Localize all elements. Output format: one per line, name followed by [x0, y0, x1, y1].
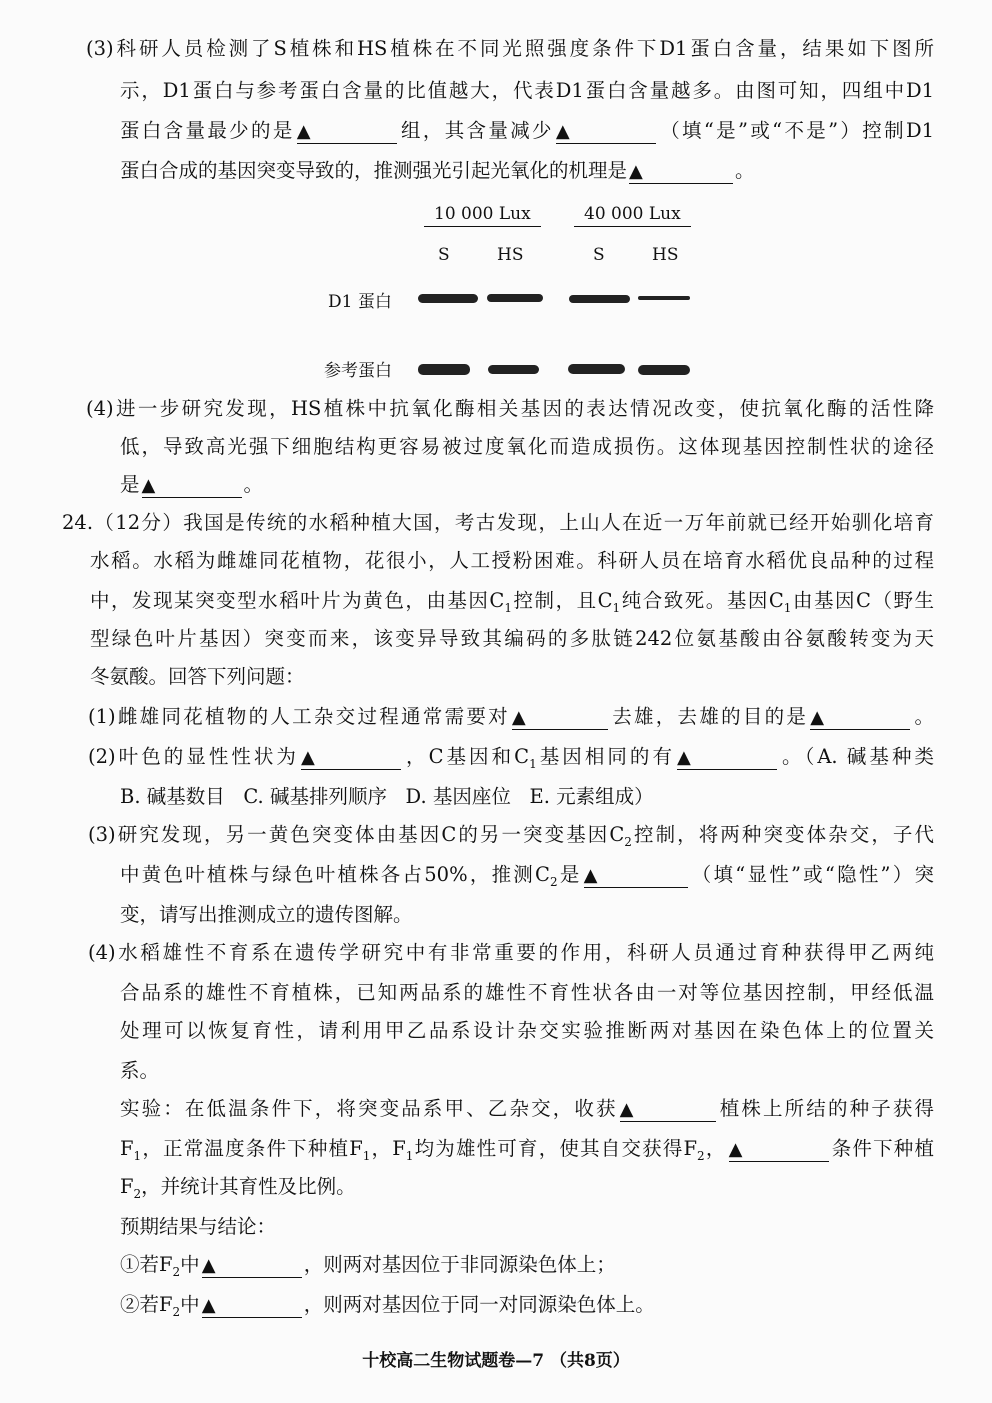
q24-part4-line3	[120, 1016, 934, 1046]
text: 示，D1蛋白与参考蛋白含量的比值越大，代表D1蛋白含量越多。由图可知，四组中D1	[120, 79, 934, 102]
experiment-line3	[120, 1172, 934, 1209]
text: ，则两对基因位于同一对同源染色体上。	[303, 1293, 655, 1316]
text: F	[120, 1137, 134, 1160]
subscript: 2	[172, 1304, 181, 1319]
triangle-icon: ▲	[583, 865, 598, 886]
text: ，F	[370, 1137, 406, 1160]
triangle-icon: ▲	[629, 161, 643, 182]
text: 。	[912, 705, 934, 728]
row-label-reference: 参考蛋白	[324, 361, 392, 381]
text: (1)雌雄同花植物的人工杂交过程通常需要对	[88, 705, 510, 728]
light-label-40000	[574, 204, 691, 224]
page-footer: 十校高二生物试题卷—7 （共8页）	[362, 1351, 630, 1371]
q24-intro4	[90, 624, 934, 654]
q24-intro1	[62, 508, 934, 538]
answer-blank[interactable]	[584, 864, 688, 888]
triangle-icon: ▲	[511, 707, 526, 728]
q24-part3-line3	[120, 900, 934, 930]
answer-blank[interactable]	[202, 1294, 302, 1318]
text: 控制，且C	[512, 589, 613, 612]
text: B. 碱基数目 C. 碱基排列顺序 D. 基因座位 E. 元素组成）	[120, 785, 654, 808]
answer-blank[interactable]	[677, 746, 777, 770]
triangle-icon: ▲	[619, 1099, 634, 1120]
subscript: 2	[624, 834, 632, 849]
text: F	[120, 1175, 134, 1198]
text: ，并统计其育性及比例。	[141, 1175, 356, 1198]
subscript: 1	[362, 1148, 371, 1163]
text: 处理可以恢复育性，请利用甲乙品系设计杂交实验推断两对基因在染色体上的位置关	[120, 1019, 934, 1042]
q24-part4-line4	[120, 1056, 934, 1086]
answer-blank[interactable]	[729, 1138, 829, 1162]
subscript: 1	[504, 600, 512, 615]
text: 由基因C（野生	[791, 589, 935, 612]
answer-blank[interactable]	[142, 474, 242, 498]
subscript: 2	[172, 1264, 181, 1279]
text: （填“显性”或“隐性”）突	[689, 863, 934, 886]
q24-part2-options	[120, 782, 934, 812]
q23-3-line1	[86, 34, 934, 64]
text: 是	[557, 863, 582, 886]
triangle-icon: ▲	[201, 1295, 216, 1316]
text: 冬氨酸。回答下列问题：	[90, 665, 305, 688]
text: 水稻。水稻为雌雄同花植物，花很小，人工授粉困难。科研人员在培育水稻优良品种的过程	[90, 549, 934, 572]
text: 合品系的雄性不育植株，已知两品系的雄性不育性状各由一对等位基因控制，甲经低温	[120, 981, 934, 1004]
text: 10 000 Lux	[424, 204, 541, 227]
text: 纯合致死。基因C	[620, 589, 784, 612]
text: 系。	[120, 1059, 160, 1082]
text: ，则两对基因位于非同源染色体上；	[303, 1253, 616, 1276]
q23-3-line3	[120, 116, 934, 146]
light-label-10000	[424, 204, 541, 224]
subscript: 2	[697, 1148, 705, 1163]
answer-blank[interactable]	[556, 120, 656, 144]
q24-part1	[88, 702, 934, 732]
lane-label: S	[438, 245, 450, 265]
result-1	[120, 1250, 934, 1287]
reference-band	[488, 365, 539, 374]
triangle-icon: ▲	[728, 1139, 743, 1160]
text: ，C基因和C	[402, 745, 530, 768]
text: 条件下种植	[830, 1137, 934, 1160]
text: 。	[243, 473, 264, 496]
text: 实验：在低温条件下，将突变品系甲、乙杂交，收获	[120, 1097, 618, 1120]
experiment-line2	[120, 1134, 934, 1171]
text: 低，导致高光强下细胞结构更容易被过度氧化而造成损伤。这体现基因控制性状的途径	[120, 435, 934, 458]
answer-blank[interactable]	[202, 1254, 302, 1278]
subscript: 2	[549, 874, 558, 889]
q24-part2	[88, 742, 934, 779]
lane-label: HS	[497, 245, 524, 265]
subscript: 2	[133, 1186, 142, 1201]
text: 中	[180, 1293, 200, 1316]
reference-band	[568, 364, 625, 374]
subscript: 1	[133, 1148, 142, 1163]
q23-3-line2	[120, 76, 934, 106]
q24-part3-line2	[120, 860, 934, 897]
q24-part4-line2	[120, 978, 934, 1008]
triangle-icon: ▲	[300, 747, 315, 768]
text: 去雄，去雄的目的是	[609, 705, 809, 728]
triangle-icon: ▲	[810, 707, 825, 728]
d1-band	[418, 294, 478, 303]
text: 蛋白含量最少的是	[120, 119, 295, 142]
reference-band	[638, 365, 690, 375]
d1-band	[487, 294, 543, 302]
text: ，正常温度条件下种植F	[141, 1137, 363, 1160]
q23-4-line2	[120, 432, 934, 462]
lane-label: S	[593, 245, 605, 265]
text: （填“是”或“不是”）控制D1	[657, 119, 934, 142]
answer-blank[interactable]	[512, 706, 608, 730]
text: (2)叶色的显性性状为	[88, 745, 299, 768]
triangle-icon: ▲	[676, 747, 691, 768]
text: (3)科研人员检测了S植株和HS植株在不同光照强度条件下D1蛋白含量，结果如下图所	[86, 37, 934, 60]
answer-blank[interactable]	[297, 120, 397, 144]
lane-label: HS	[652, 245, 679, 265]
text: 变，请写出推测成立的遗传图解。	[120, 903, 413, 926]
text: 。	[735, 159, 755, 182]
text: 中黄色叶植株与绿色叶植株各占50%，推测C	[120, 863, 550, 886]
answer-blank[interactable]	[301, 746, 401, 770]
result-2	[120, 1290, 934, 1327]
row-label-d1: D1 蛋白	[328, 292, 392, 312]
triangle-icon: ▲	[141, 475, 156, 496]
subscript: 1	[405, 1148, 414, 1163]
text: 蛋白合成的基因突变导致的，推测强光引起光氧化的机理是	[120, 159, 628, 182]
text: ①若F	[120, 1253, 173, 1276]
text: ②若F	[120, 1293, 173, 1316]
triangle-icon: ▲	[201, 1255, 216, 1276]
text: 中，发现某突变型水稻叶片为黄色，由基因C	[90, 589, 505, 612]
q23-3-line4	[120, 156, 934, 186]
subscript: 1	[783, 600, 792, 615]
text: (4)进一步研究发现，HS植株中抗氧化酶相关基因的表达情况改变，使抗氧化酶的活性降	[86, 397, 934, 420]
text: 中	[180, 1253, 200, 1276]
text: 预期结果与结论：	[120, 1215, 277, 1238]
result-title	[120, 1212, 934, 1242]
text: 40 000 Lux	[574, 204, 691, 227]
text: 均为雄性可育，使其自交获得F	[413, 1137, 698, 1160]
q23-4-line3	[120, 470, 934, 500]
q24-part4-line1	[88, 938, 934, 968]
text: 基因相同的有	[536, 745, 675, 768]
text: 型绿色叶片基因）突变而来，该变异导致其编码的多肽链242位氨基酸由谷氨酸转变为天	[90, 627, 934, 650]
q24-intro3	[90, 586, 934, 623]
q23-4-line1	[86, 394, 934, 424]
text: 24.（12分）我国是传统的水稻种植大国，考古发现，上山人在近一万年前就已经开始驯化培育	[62, 511, 934, 534]
q24-intro5	[90, 662, 934, 692]
text: ，	[704, 1137, 727, 1160]
q24-intro2	[90, 546, 934, 576]
q24-part3-line1	[88, 820, 934, 857]
triangle-icon: ▲	[296, 121, 311, 142]
text: 。（A. 碱基种类	[778, 745, 934, 768]
text: 控制，将两种突变体杂交，子代	[631, 823, 934, 846]
experiment-line1	[120, 1094, 934, 1124]
triangle-icon: ▲	[555, 121, 570, 142]
d1-band	[638, 296, 690, 300]
subscript: 1	[612, 600, 621, 615]
subscript: 1	[529, 756, 537, 771]
text: (3)研究发现，另一黄色突变体由基因C的另一突变基因C	[88, 823, 625, 846]
text: 植株上所结的种子获得	[717, 1097, 934, 1120]
answer-blank[interactable]	[810, 706, 910, 730]
text: 组，其含量减少	[398, 119, 554, 142]
d1-band	[569, 295, 630, 303]
reference-band	[418, 364, 470, 375]
text: (4)水稻雄性不育系在遗传学研究中有非常重要的作用，科研人员通过育种获得甲乙两纯	[88, 941, 934, 964]
answer-blank[interactable]	[629, 160, 733, 184]
answer-blank[interactable]	[620, 1098, 716, 1122]
text: 是	[120, 473, 140, 496]
